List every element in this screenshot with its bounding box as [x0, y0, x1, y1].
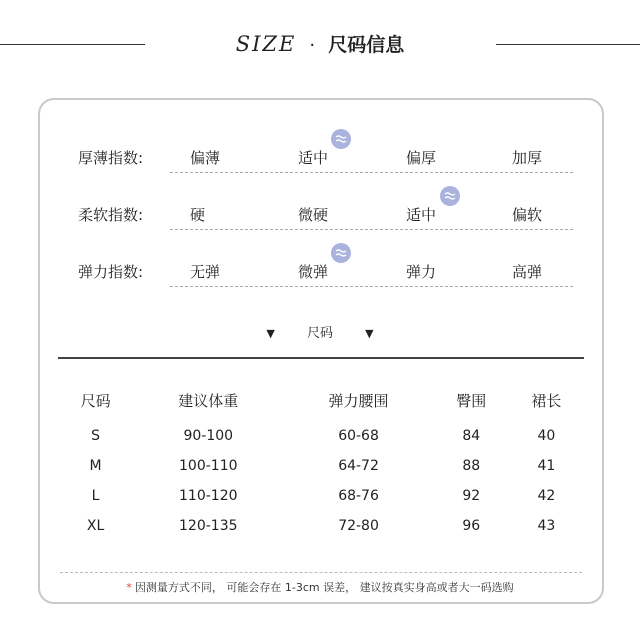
title-size-word: SIZE [235, 32, 297, 56]
page-title [0, 30, 640, 57]
measurement-note [0, 579, 640, 595]
size-section-label: 尺码 [306, 326, 333, 341]
table-cell: L [91, 488, 100, 504]
dotted-underline [170, 286, 573, 287]
table-cell: 42 [537, 488, 556, 504]
selected-marker-icon [331, 243, 351, 263]
index-option: 弹力 [406, 263, 437, 281]
triangle-down-icon: ▼ [365, 327, 374, 340]
table-row [58, 451, 584, 481]
table-cell: 43 [537, 518, 556, 534]
index-row-thickness [78, 143, 573, 173]
table-cell: 64-72 [338, 458, 379, 474]
table-cell: M [89, 458, 102, 474]
index-label: 厚薄指数: [78, 149, 144, 167]
table-cell: 120-135 [179, 518, 238, 534]
table-cell: 68-76 [338, 488, 379, 504]
index-option: 硬 [190, 206, 206, 224]
column-header: 建议体重 [178, 392, 239, 410]
index-option: 高弹 [512, 263, 543, 281]
footer-dashed-rule [60, 572, 582, 573]
index-option: 加厚 [512, 149, 543, 167]
table-cell: 88 [462, 458, 481, 474]
table-cell: 72-80 [338, 518, 379, 534]
column-header: 尺码 [80, 392, 111, 410]
column-header: 裙长 [531, 392, 562, 410]
asterisk-icon: * [126, 581, 132, 594]
index-row-elasticity [78, 257, 573, 287]
title-chinese: 尺码信息 [328, 34, 405, 56]
column-header: 弹力腰围 [328, 392, 389, 410]
table-cell: 41 [537, 458, 556, 474]
size-table [58, 390, 584, 541]
index-option: 偏软 [512, 206, 543, 224]
table-row [58, 421, 584, 451]
table-cell: 90-100 [183, 428, 234, 444]
index-option: 偏薄 [190, 149, 221, 167]
table-cell: S [91, 428, 101, 444]
size-section-title [0, 322, 640, 341]
table-cell: 40 [537, 428, 556, 444]
table-row [58, 511, 584, 541]
index-option: 适中 [406, 206, 437, 224]
index-option: 微弹 [298, 263, 329, 281]
selected-marker-icon [440, 186, 460, 206]
table-cell: 110-120 [179, 488, 238, 504]
table-cell: 84 [462, 428, 481, 444]
index-option: 适中 [298, 149, 329, 167]
index-label: 弹力指数: [78, 263, 144, 281]
index-option: 无弹 [190, 263, 221, 281]
title-separator: · [309, 35, 316, 56]
note-text: 因测量方式不同， 可能会存在 1-3cm 误差， 建议按真实身高或者大一码选购 [134, 581, 514, 594]
index-option: 偏厚 [406, 149, 437, 167]
table-cell: 60-68 [338, 428, 379, 444]
index-row-softness [78, 200, 573, 230]
section-divider [58, 357, 584, 359]
triangle-down-icon: ▼ [266, 327, 275, 340]
table-cell: 100-110 [179, 458, 238, 474]
table-row [58, 481, 584, 511]
table-cell: 96 [462, 518, 481, 534]
selected-marker-icon [331, 129, 351, 149]
table-cell: 92 [462, 488, 481, 504]
dotted-underline [170, 172, 573, 173]
column-header: 臀围 [456, 392, 487, 410]
index-label: 柔软指数: [78, 206, 144, 224]
dotted-underline [170, 229, 573, 230]
index-option: 微硬 [298, 206, 329, 224]
table-cell: XL [86, 518, 105, 534]
table-header-row [58, 390, 584, 421]
